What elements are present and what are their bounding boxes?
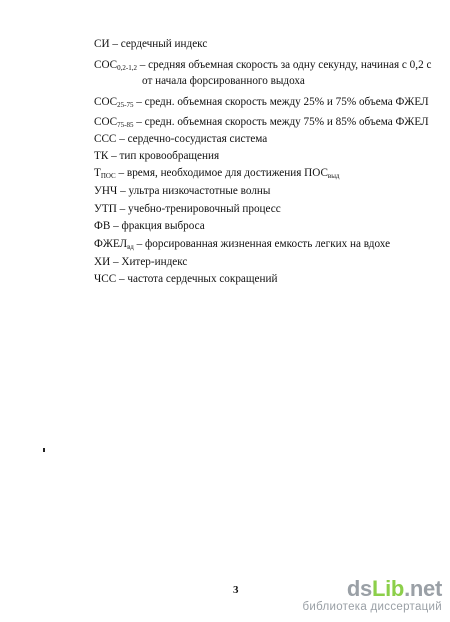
abbreviation-entry: ТК – тип кровообращения <box>94 150 220 162</box>
watermark-logo: dsLib.net <box>346 576 442 601</box>
abbreviation-entry: ФВ – фракция выброса <box>94 220 205 232</box>
abbreviation-entry: УНЧ – ультра низкочастотные волны <box>94 185 271 197</box>
abbreviation-entry: ССС – сердечно-сосудистая система <box>94 133 268 145</box>
page-number: 3 <box>233 584 239 596</box>
watermark <box>302 577 442 614</box>
scan-speck <box>43 448 45 452</box>
abbreviation-entry: $ФЖЕЛ_{вд}$ – форсированная жизненная емкость легких на вдохе <box>94 238 391 251</box>
abbreviation-entry: СИ – сердечный индекс <box>94 38 208 50</box>
abbreviation-entry: ЧСС – частота сердечных сокращений <box>94 273 278 285</box>
abbreviation-entry: $СОС_{0,2-1,2}$ – средняя объемная скорость за одну секунду, начиная с 0,2 с <box>94 59 432 72</box>
abbreviation-entry: $Т_{ПОС}$ – время, необходимое для достижения $ПОС_{выд}$ <box>94 167 340 180</box>
abbreviation-entry: ХИ – Хитер-индекс <box>94 256 188 268</box>
abbreviation-entry: $СОС_{75-85}$ – средн. объемная скорость между 75% и 85% объема ФЖЕЛ <box>94 116 429 129</box>
entry-continuation: от начала форсированного выдоха <box>142 75 305 87</box>
watermark-subtitle: библиотека диссертаций <box>302 601 442 613</box>
abbreviation-entry: УТП – учебно-тренировочный процесс <box>94 203 281 215</box>
abbreviation-entry: $СОС_{25-75}$ – средн. объемная скорость между 25% и 75% объема ФЖЕЛ <box>94 96 429 109</box>
